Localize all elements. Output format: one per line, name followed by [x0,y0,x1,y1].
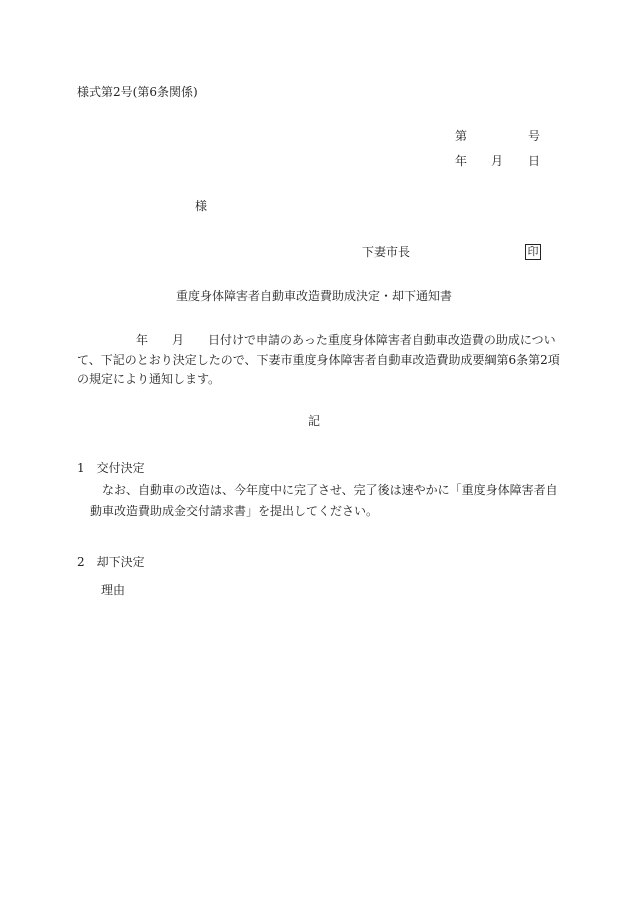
reason-label: 理由 [101,583,126,597]
document-title: 重度身体障害者自動車改造費助成決定・却下通知書 [176,289,453,303]
section1-heading: 1 交付決定 [77,461,145,475]
number-suffix: 号 [528,129,541,143]
addressee-suffix: 様 [195,199,208,213]
intro-year: 年 [136,333,149,347]
issuer-name: 下妻市長 [362,245,411,259]
intro-line3: の規定により通知します。 [77,372,221,386]
intro-line2: て、下記のとおり決定したので、下妻市重度身体障害者自動車改造費助成要綱第6条第2項 [77,353,560,367]
date-year: 年 [455,154,468,168]
section1-body-line1: なお、自動車の改造は、今年度中に完了させ、完了後は速やかに「重度身体障害者自 [102,483,558,497]
intro-month: 月 [172,333,185,347]
form-label: 様式第2号(第6条関係) [77,85,198,99]
seal-mark: 印 [525,244,541,260]
date-day: 日 [528,154,541,168]
intro-line1-rest: 日付けで申請のあった重度身体障害者自動車改造費の助成につい [208,333,556,347]
section1-body-line2: 動車改造費助成金交付請求書」を提出してください。 [90,504,379,518]
date-month: 月 [491,154,504,168]
ki-heading: 記 [308,414,321,428]
number-prefix: 第 [455,129,468,143]
section2-heading: 2 却下決定 [77,555,145,569]
